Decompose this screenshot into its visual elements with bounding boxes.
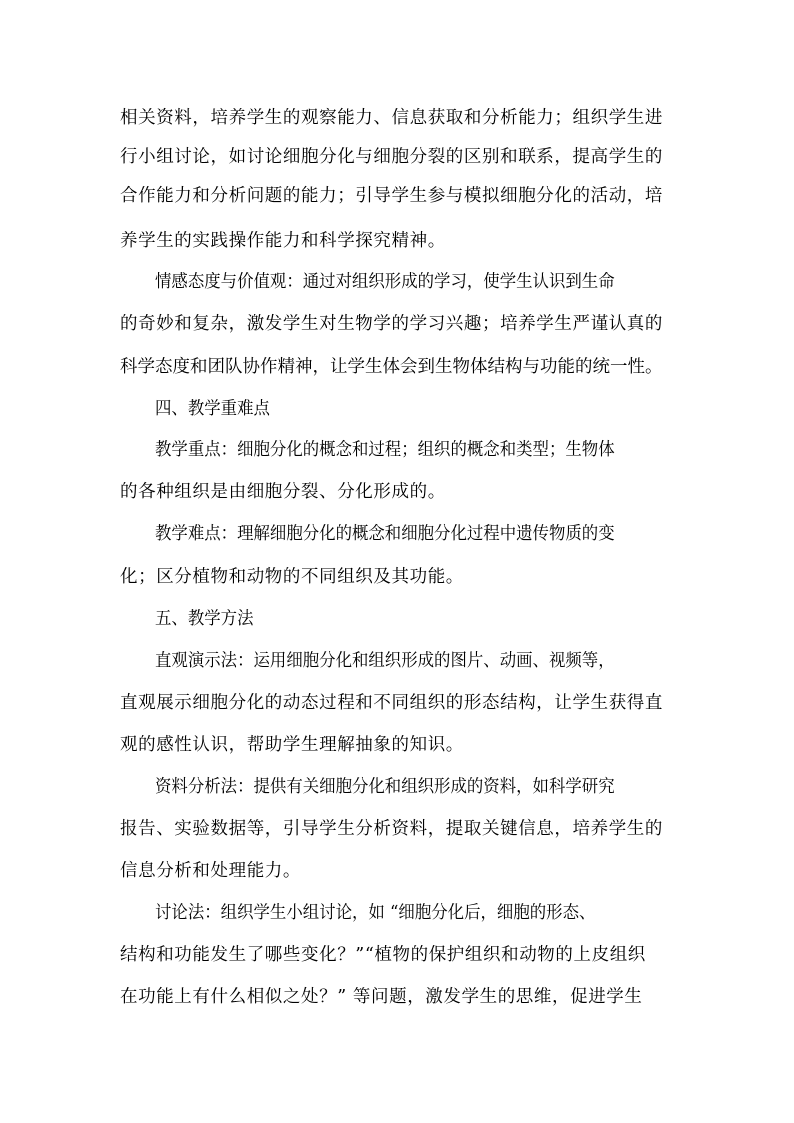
text-line: 观的感性认识，帮助学生理解抽象的知识。 [120, 735, 464, 755]
text-line: 的各种组织是由细胞分裂、分化形成的。 [120, 482, 446, 502]
section-heading: 四、教学重难点 [155, 399, 270, 419]
text-line: 的奇妙和复杂，激发学生对生物学的学习兴趣；培养学生严谨认真的 [120, 314, 663, 334]
text-line: 报告、实验数据等，引导学生分析资料，提取关键信息，培养学生的 [120, 819, 663, 839]
text-line: 信息分析和处理能力。 [120, 861, 301, 881]
text-line: 教学重点：细胞分化的概念和过程；组织的概念和类型；生物体 [155, 440, 615, 460]
text-line: 科学态度和团队协作精神，让学生体会到生物体结构与功能的统一性。 [120, 357, 663, 377]
text-line: 合作能力和分析问题的能力；引导学生参与模拟细胞分化的活动，培 [120, 186, 663, 206]
text-line: 化；区分植物和动物的不同组织及其功能。 [120, 567, 464, 587]
section-heading: 五、教学方法 [155, 609, 254, 629]
text-line: 在功能上有什么相似之处？” 等问题，激发学生的思维，促进学生 [120, 987, 643, 1007]
text-line: 讨论法：组织学生小组讨论，如 “细胞分化后，细胞的形态、 [155, 903, 596, 923]
text-line: 教学难点：理解细胞分化的概念和细胞分化过程中遗传物质的变 [155, 524, 615, 544]
text-line: 资料分析法：提供有关细胞分化和组织形成的资料，如科学研究 [155, 777, 615, 797]
text-line: 结构和功能发生了哪些变化？”“植物的保护组织和动物的上皮组织 [120, 945, 646, 965]
text-line: 行小组讨论，如讨论细胞分化与细胞分裂的区别和联系，提高学生的 [120, 147, 663, 167]
text-line: 相关资料，培养学生的观察能力、信息获取和分析能力；组织学生进 [120, 108, 663, 128]
text-line: 情感态度与价值观：通过对组织形成的学习，使学生认识到生命 [155, 272, 615, 292]
text-line: 养学生的实践操作能力和科学探究精神。 [120, 231, 446, 251]
text-line: 直观展示细胞分化的动态过程和不同组织的形态结构，让学生获得直 [120, 693, 663, 713]
text-line: 直观演示法：运用细胞分化和组织形成的图片、动画、视频等， [155, 651, 615, 671]
